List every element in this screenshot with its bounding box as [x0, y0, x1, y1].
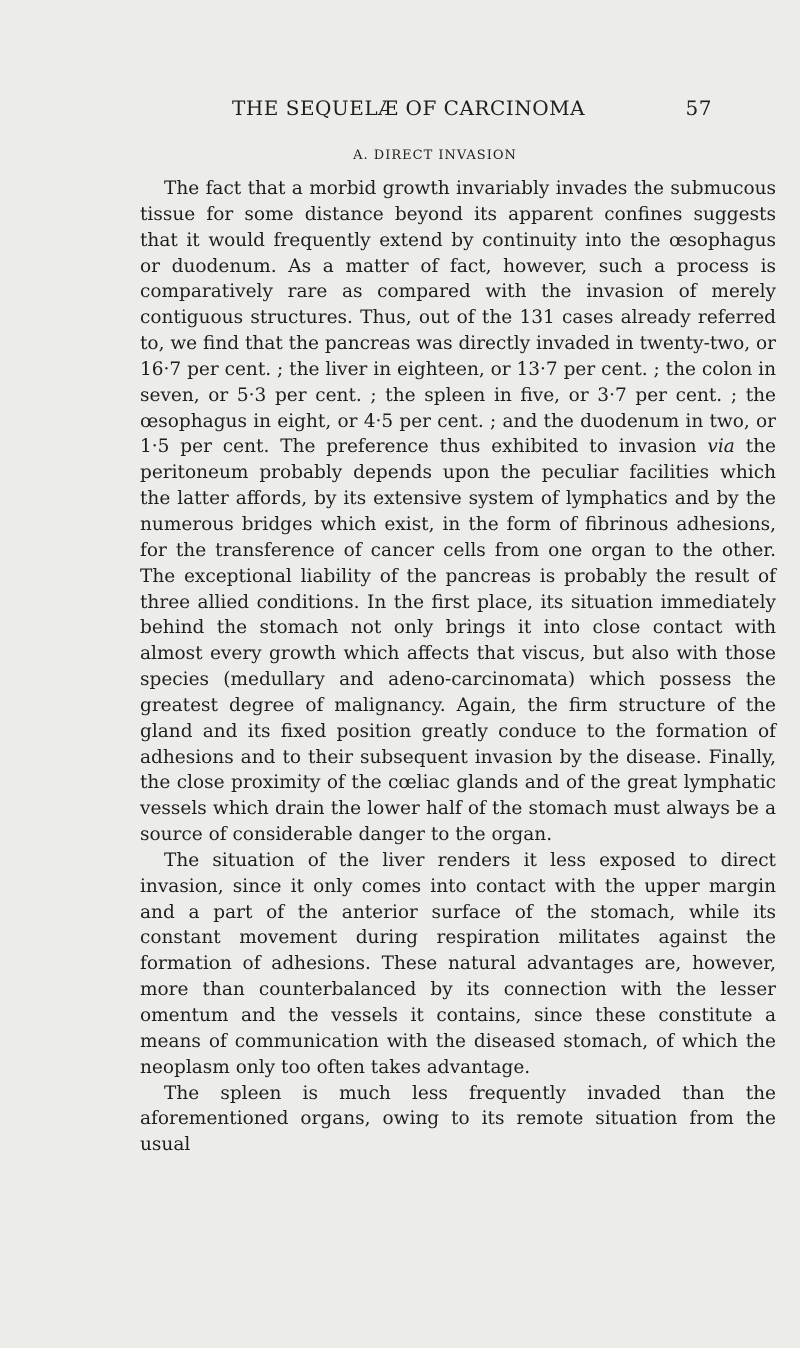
paragraph-1-part-a: The fact that a morbid growth invariably invades the submucous tissue for some distance beyond its apparent confines suggests that it would frequently extend by continuity into the œsophagus or duodenum. As a matter of fact, however, such a process is comparatively rare as compared with the invasion of merely contiguous structures. Thus, out of the 131 cases already referred to, we find that the pancreas was directly invaded in twenty-two, or 16·7 per cent. ; the liver in eighteen, or 13·7 per cent. ; the colon in seven, or 5·3 per cent. ; the spleen in five, or 3·7 per cent. ; the œsophagus in eight, or 4·5 per cent. ; and the duodenum in two, or 1·5 per cent. The preference thus exhibited to invasion [140, 178, 776, 458]
page-number: 57 [685, 96, 712, 120]
italic-via: via [707, 436, 735, 458]
running-head-title: THE SEQUELÆ OF CARCINOMA [232, 96, 586, 120]
paragraph-1-part-b: the peritoneum probably depends upon the peculiar facilities which the latter affords, by its extensive system of lymphatics and by the numerous bridges which exist, in the form of fibrinous adhesions, for the transference of cancer cells from one organ to the other. The exceptional liability of the pancreas is probably the result of three allied conditions. In the first place, its situation immediately behind the stomach not only brings it into close contact with almost every growth which affects that viscus, but also with those species (medullary and adeno-carcinomata) which possess the greatest degree of malignancy. Again, the firm structure of the gland and its fixed position greatly conduce to the formation of adhesions and to their subsequent invasion by the disease. Finally, the close proximity of the cœliac glands and of the great lymphatic vessels which drain the lower half of the stomach must always be a source of considerable danger to the organ. [140, 436, 776, 846]
paragraph-3: The spleen is much less frequently invaded than the aforementioned organs, owing to its remote situation from the usual [140, 1082, 776, 1156]
paragraph-2: The situation of the liver renders it less exposed to direct invasion, since it only comes into contact with the upper margin and a part of the anterior surface of the stomach, while its constant movement during respiration militates against the formation of adhesions. These natural advantages are, however, more than counterbalanced by its connection with the lesser omentum and the vessels it contains, since these constitute a means of communication with the diseased stomach, of which the neoplasm only too often takes advantage. [140, 849, 776, 1078]
paragraph-1 [140, 176, 776, 848]
body-text [140, 176, 776, 1158]
section-heading: A. DIRECT INVASION [353, 148, 517, 163]
